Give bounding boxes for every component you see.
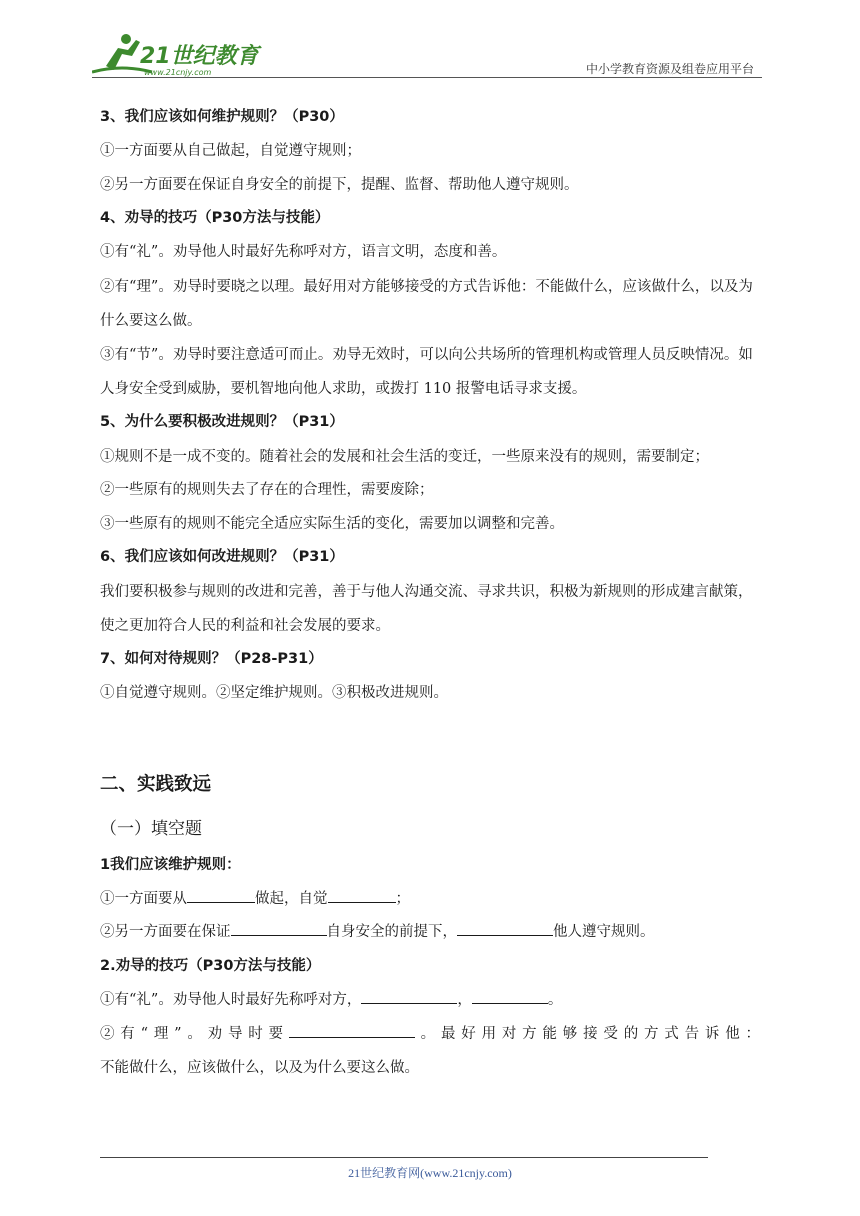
paragraph: ①有“礼”。劝导他人时最好先称呼对方，语言文明，态度和善。	[100, 244, 507, 261]
text-segment: 自身安全的前提下，	[326, 924, 457, 941]
fill-line	[100, 916, 760, 950]
header-platform-title: 中小学教育资源及组卷应用平台	[585, 62, 754, 76]
fill-line	[100, 984, 760, 1018]
text-segment: 。	[547, 991, 563, 1008]
heading-q7: 7、如何对待规则？（P28-P31）	[100, 651, 323, 668]
paragraph: ③一些原有的规则不能完全适应实际生活的变化，需要加以调整和完善。	[100, 515, 564, 532]
paragraph: ①自觉遵守规则。②坚定维护规则。③积极改进规则。	[100, 684, 448, 701]
paragraph: 不能做什么，应该做什么，以及为什么要这么做。	[100, 1059, 419, 1076]
paragraph: ①一方面要从自己做起，自觉遵守规则；	[100, 142, 361, 159]
text-segment: ②另一方面要在保证	[100, 924, 231, 941]
logo-21cnjy	[92, 30, 292, 78]
heading-q6: 6、我们应该如何改进规则？（P31）	[100, 549, 344, 566]
paragraph: ②一些原有的规则失去了存在的合理性，需要废除；	[100, 481, 434, 498]
fill-line	[100, 883, 760, 917]
heading-q4: 4、劝导的技巧（P30方法与技能）	[100, 210, 330, 227]
paragraph: ②有“理”。劝导时要晓之以理。最好用对方能够接受的方式告诉他：不能做什么，应该做什么，以及为什么要这么做。	[100, 278, 753, 329]
text-segment: 他人遵守规则。	[553, 924, 655, 941]
page-header	[92, 30, 762, 82]
paragraph: ③有“节”。劝导时要注意适可而止。劝导无效时，可以向公共场所的管理机构或管理人员反映情况。如人身安全受到威胁，要机智地向他人求助，或拨打 110 报警电话寻求支援。	[100, 346, 753, 397]
fill-question-1-title: 1我们应该维护规则：	[100, 856, 241, 873]
fill-question-2-title: 2.劝导的技巧（P30方法与技能）	[100, 958, 321, 975]
text-segment: ①有“礼”。劝导他人时最好先称呼对方，	[100, 991, 362, 1008]
logo-text: 21世纪教育	[140, 44, 259, 69]
paragraph: ①规则不是一成不变的。随着社会的发展和社会生活的变迁，一些原来没有的规则，需要制定；	[100, 448, 709, 465]
section-title: 二、实践致远	[100, 773, 212, 795]
text-segment: 。最好用对方能够接受的方式告诉他：	[414, 1025, 761, 1042]
text-segment: ，	[457, 991, 472, 1008]
header-divider	[92, 77, 762, 78]
text-segment: ②有“理”。劝导时要	[100, 1025, 289, 1042]
section-subtitle: （一）填空题	[100, 818, 202, 839]
paragraph: 我们要积极参与规则的改进和完善，善于与他人沟通交流、寻求共识，积极为新规则的形成建言献策，使之更加符合人民的利益和社会发展的要求。	[100, 584, 753, 635]
document-body	[100, 101, 760, 1085]
answer-blank[interactable]	[328, 888, 396, 903]
answer-blank[interactable]	[457, 921, 553, 936]
text-segment: ①一方面要从	[100, 890, 187, 907]
heading-q3: 3、我们应该如何维护规则？（P30）	[100, 109, 344, 125]
footer-divider	[100, 1157, 708, 1158]
answer-blank[interactable]	[361, 989, 457, 1004]
answer-blank[interactable]	[289, 1023, 415, 1038]
answer-blank[interactable]	[231, 921, 327, 936]
heading-q5: 5、为什么要积极改进规则？（P31）	[100, 413, 344, 430]
logo-url: www.21cnjy.com	[144, 68, 212, 77]
answer-blank[interactable]	[187, 888, 255, 903]
page-footer: 21世纪教育网(www.21cnjy.com)	[348, 1166, 512, 1180]
answer-blank[interactable]	[472, 989, 548, 1004]
fill-line	[100, 1018, 760, 1052]
text-segment: ；	[395, 890, 410, 907]
text-segment: 做起，自觉	[255, 890, 328, 907]
paragraph: ②另一方面要在保证自身安全的前提下，提醒、监督、帮助他人遵守规则。	[100, 176, 579, 193]
